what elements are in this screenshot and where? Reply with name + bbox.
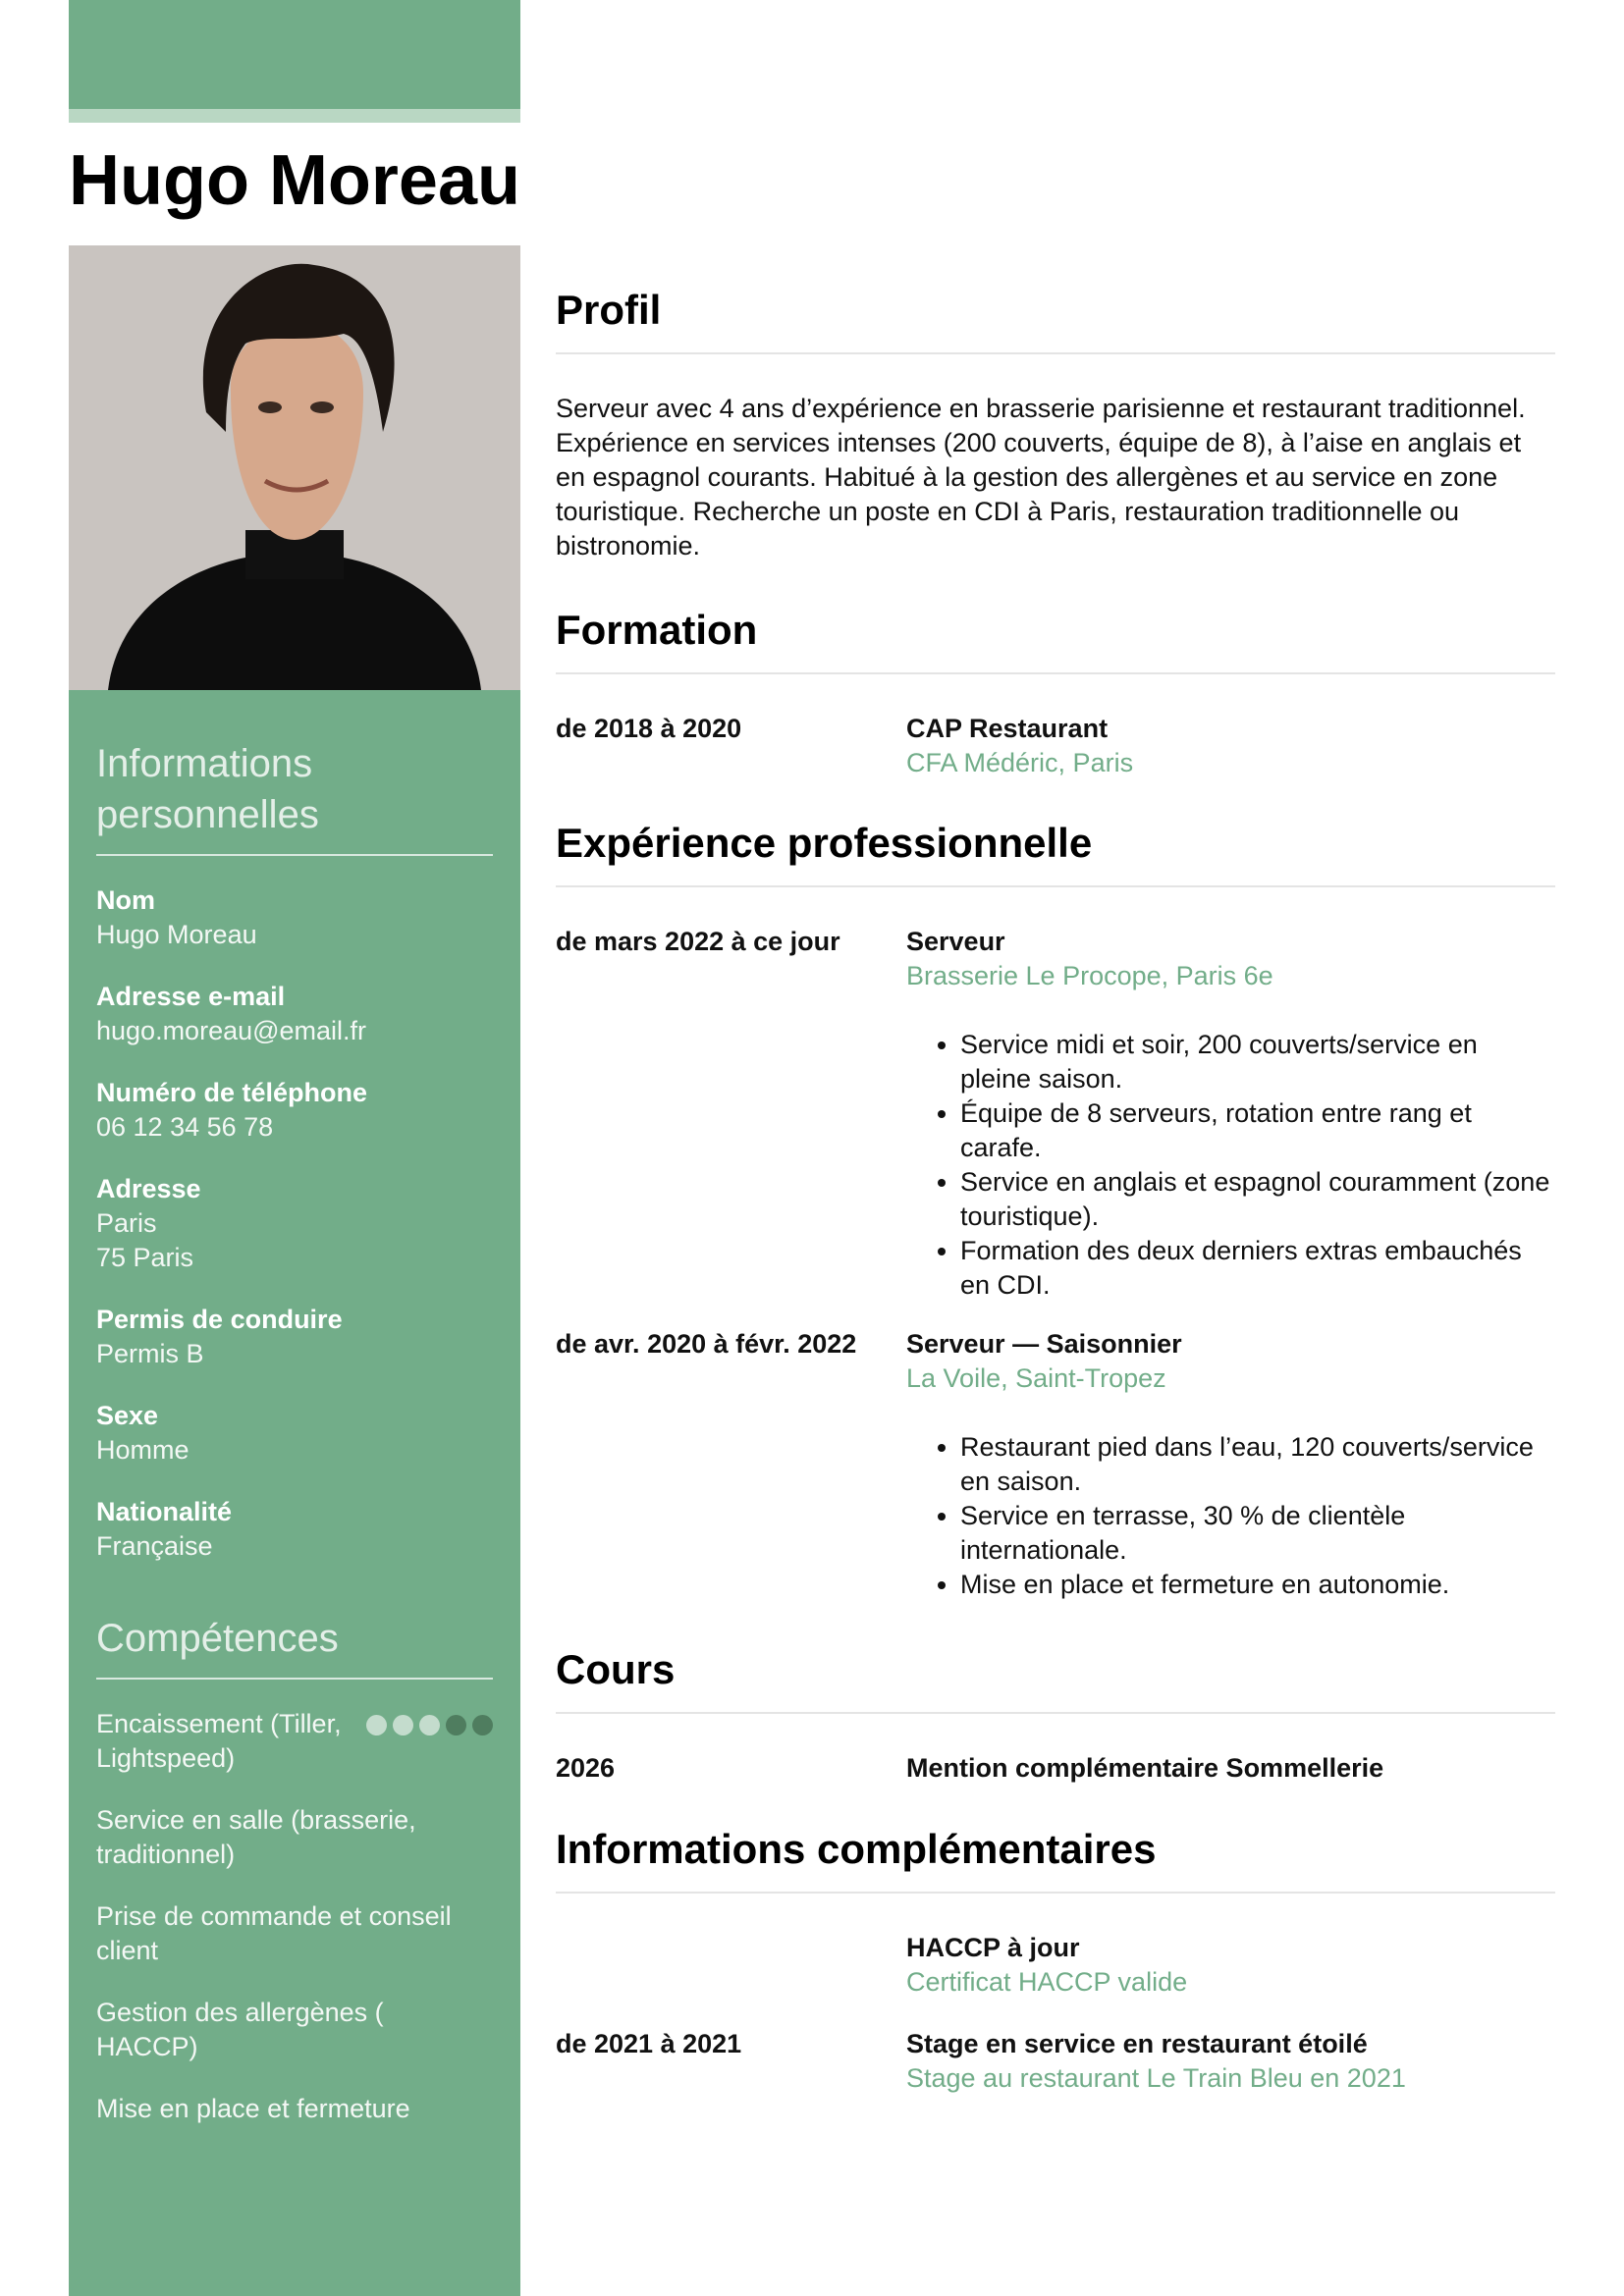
- experience-heading: Expérience professionnelle: [556, 820, 1093, 866]
- rating-dot-empty: [472, 1715, 493, 1735]
- skills-section: [96, 1613, 493, 2126]
- entry-title: Mention complémentaire Sommellerie: [906, 1753, 1384, 1783]
- entry-date: de mars 2022 à ce jour: [556, 927, 840, 956]
- rating-dot-filled: [366, 1715, 387, 1735]
- entry-employer: Brasserie Le Procope, Paris 6e: [906, 961, 1273, 990]
- field-value: Hugo Moreau: [96, 920, 257, 949]
- entry-title: Serveur — Saisonnier: [906, 1329, 1182, 1359]
- entry-date: [556, 1931, 906, 2000]
- personal-info-heading: Informations personnelles: [96, 742, 319, 836]
- field-value: Homme: [96, 1435, 189, 1465]
- entry-title: Serveur: [906, 927, 1005, 956]
- skill-item: [96, 2092, 493, 2126]
- field-label: Nationalité: [96, 1497, 233, 1526]
- field-name: [96, 883, 493, 952]
- bullet-item: • Restaurant pied dans l’eau, 120 couverts/service en saison.: [960, 1430, 1555, 1499]
- skill-item: [96, 1996, 493, 2064]
- course-entry: [556, 1751, 1555, 1786]
- skill-label: Gestion des allergènes ( HACCP): [96, 1998, 384, 2061]
- divider: [96, 1678, 493, 1680]
- skill-item: [96, 1899, 493, 1968]
- personal-info-section: [96, 738, 493, 1564]
- profile-summary: Serveur avec 4 ans d’expérience en brasserie parisienne et restaurant traditionnel. Expérience en services intenses (200 couverts, équipe de 8), à l’aise en anglais et en espagnol courants. Habitué à la gestion des allergènes et au service en zone touristique. Recherche un poste en CDI à Paris, restauration traditionnelle ou bistronomie.: [556, 394, 1526, 561]
- field-label: Adresse e-mail: [96, 982, 286, 1011]
- experience-entry: [556, 1327, 1555, 1602]
- skill-label: Service en salle (brasserie, traditionnel): [96, 1805, 416, 1869]
- skill-label: Prise de commande et conseil client: [96, 1901, 452, 1965]
- courses-section: [556, 1645, 1555, 1786]
- sidebar-accent-stripe: [69, 109, 520, 123]
- skill-item: [96, 1707, 493, 1776]
- rating-dot-filled: [419, 1715, 440, 1735]
- bullet-item: • Équipe de 8 serveurs, rotation entre rang et carafe.: [960, 1096, 1555, 1165]
- skill-item: [96, 1803, 493, 1872]
- field-gender: [96, 1399, 493, 1468]
- profile-photo: [69, 245, 520, 690]
- education-entry: [556, 712, 1555, 780]
- rating-dot-filled: [393, 1715, 413, 1735]
- field-label: Nom: [96, 885, 155, 915]
- bullet-item: • Service midi et soir, 200 couverts/service en pleine saison.: [960, 1028, 1555, 1096]
- entry-date: de 2018 à 2020: [556, 714, 742, 743]
- rating-dot-empty: [446, 1715, 466, 1735]
- entry-date: de 2021 à 2021: [556, 2029, 742, 2058]
- additional-entry: [556, 1931, 1555, 2000]
- entry-bullets: [906, 1430, 1555, 1602]
- skill-label: Encaissement (Tiller, Lightspeed): [96, 1709, 342, 1773]
- field-value: Permis B: [96, 1339, 204, 1368]
- field-value: Paris: [96, 1208, 157, 1238]
- field-phone: [96, 1076, 493, 1145]
- bullet-item: • Formation des deux derniers extras embauchés en CDI.: [960, 1234, 1555, 1303]
- education-heading: Formation: [556, 607, 758, 653]
- field-label: Adresse: [96, 1174, 201, 1203]
- divider: [556, 1892, 1555, 1894]
- divider: [96, 854, 493, 856]
- field-value: hugo.moreau@email.fr: [96, 1016, 367, 1045]
- portrait-illustration: [69, 245, 520, 690]
- field-email: [96, 980, 493, 1048]
- skill-rating: [366, 1715, 493, 1735]
- field-nationality: [96, 1495, 493, 1564]
- skills-heading: Compétences: [96, 1617, 339, 1660]
- bullet-item: • Service en terrasse, 30 % de clientèle internationale.: [960, 1499, 1555, 1568]
- entry-title: HACCP à jour: [906, 1933, 1080, 1962]
- divider: [556, 352, 1555, 354]
- courses-heading: Cours: [556, 1646, 676, 1692]
- person-name: Hugo Moreau: [69, 141, 520, 220]
- entry-date: 2026: [556, 1753, 616, 1783]
- entry-institution: CFA Médéric, Paris: [906, 748, 1134, 777]
- field-label: Numéro de téléphone: [96, 1078, 368, 1107]
- additional-entry: [556, 2027, 1555, 2096]
- entry-detail: Certificat HACCP valide: [906, 1967, 1188, 1997]
- field-value-line2: 75 Paris: [96, 1243, 194, 1272]
- additional-info-heading: Informations complémentaires: [556, 1826, 1157, 1872]
- divider: [556, 1712, 1555, 1714]
- field-license: [96, 1303, 493, 1371]
- field-label: Sexe: [96, 1401, 159, 1430]
- profile-heading: Profil: [556, 287, 662, 333]
- entry-detail: Stage au restaurant Le Train Bleu en 2021: [906, 2063, 1406, 2093]
- profile-section: [556, 286, 1555, 563]
- bullet-item: • Service en anglais et espagnol couramment (zone touristique).: [960, 1165, 1555, 1234]
- entry-bullets: [906, 1028, 1555, 1303]
- field-address: [96, 1172, 493, 1275]
- divider: [556, 885, 1555, 887]
- additional-info-section: [556, 1825, 1555, 2096]
- experience-section: [556, 819, 1555, 1602]
- experience-entry: [556, 925, 1555, 1303]
- entry-title: Stage en service en restaurant étoilé: [906, 2029, 1368, 2058]
- skill-label: Mise en place et fermeture: [96, 2094, 410, 2123]
- field-label: Permis de conduire: [96, 1305, 343, 1334]
- bullet-item: • Mise en place et fermeture en autonomie.: [960, 1568, 1555, 1602]
- divider: [556, 672, 1555, 674]
- entry-date: de avr. 2020 à févr. 2022: [556, 1329, 857, 1359]
- education-section: [556, 606, 1555, 780]
- field-value: 06 12 34 56 78: [96, 1112, 274, 1142]
- field-value: Française: [96, 1531, 213, 1561]
- entry-employer: La Voile, Saint-Tropez: [906, 1363, 1166, 1393]
- entry-title: CAP Restaurant: [906, 714, 1109, 743]
